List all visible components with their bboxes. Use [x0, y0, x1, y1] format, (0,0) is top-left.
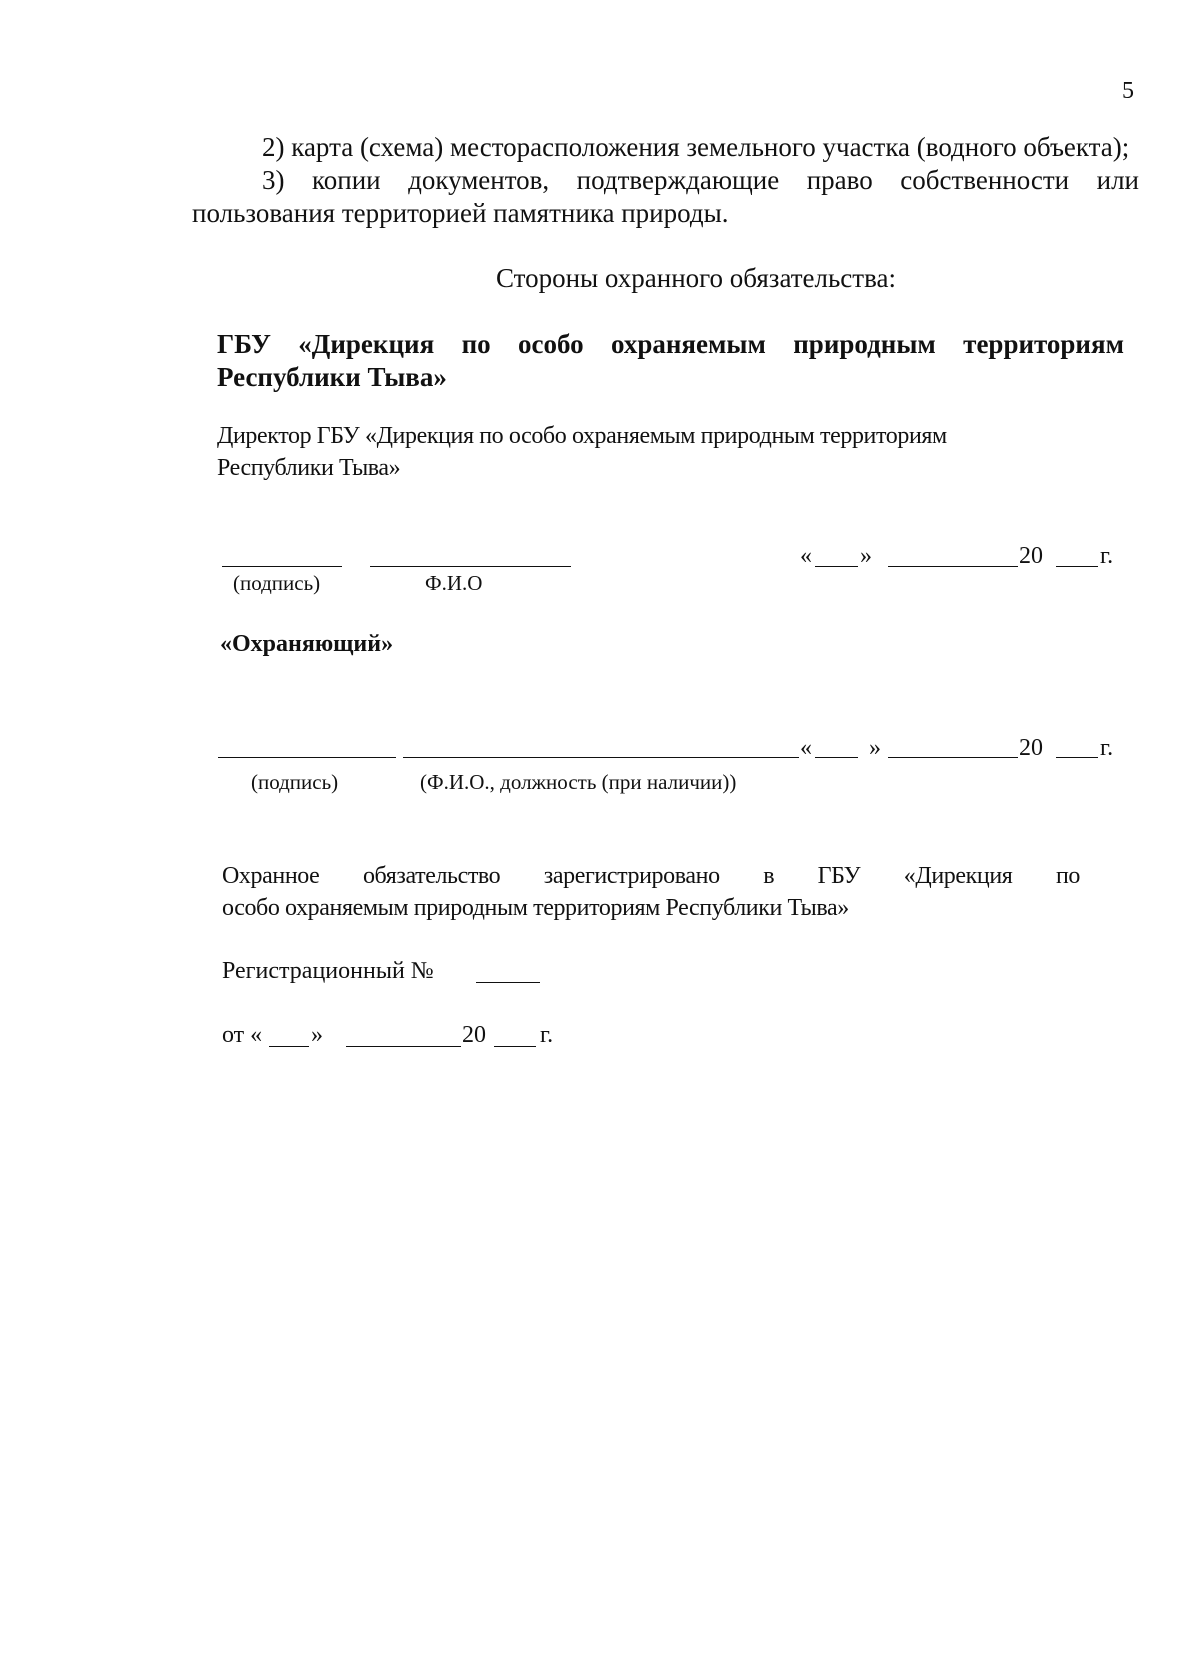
guardian-date-year-line — [1056, 757, 1098, 758]
registration-date-year-line — [494, 1046, 536, 1047]
registration-date-day-line — [269, 1046, 309, 1047]
registration-date-month-line — [346, 1046, 461, 1047]
directorate-org-line2: Республики Тыва» — [217, 362, 447, 392]
guardian-date-year-suffix: г. — [1100, 735, 1114, 761]
guardian-signature-line — [218, 757, 396, 758]
directorate-name-caption: Ф.И.О — [425, 571, 483, 595]
guardian-title: «Охраняющий» — [220, 631, 394, 657]
attachment-item-2: 2) карта (схема) месторасположения земельного участка (водного объекта); — [262, 132, 1130, 162]
registration-number-label: Регистрационный № — [222, 958, 434, 984]
directorate-date-month-line — [888, 566, 1018, 567]
guardian-name-caption: (Ф.И.О., должность (при наличии)) — [420, 770, 737, 794]
directorate-signature-caption: (подпись) — [233, 571, 321, 595]
guardian-name-line — [403, 757, 799, 758]
page-number: 5 — [1122, 78, 1134, 104]
directorate-position-line2: Республики Тыва» — [217, 455, 401, 481]
parties-heading: Стороны охранного обязательства: — [496, 263, 896, 293]
guardian-date-open-quote: « — [800, 735, 812, 761]
directorate-date-day-line — [815, 566, 858, 567]
registration-date-close-quote: » — [311, 1022, 323, 1048]
guardian-signature-caption: (подпись) — [251, 770, 339, 794]
attachment-item-3-line1: 3) копии документов, подтверждающие право собственности или — [262, 165, 1139, 195]
directorate-date-year-line — [1056, 566, 1098, 567]
registration-date-year-suffix: г. — [540, 1022, 554, 1048]
registration-text-line1: Охранное обязательство зарегистрировано в ГБУ «Дирекция по — [222, 863, 1080, 889]
registration-text-line2: особо охраняемым природным территориям Республики Тыва» — [222, 895, 849, 921]
directorate-date-close-quote: » — [860, 543, 872, 569]
attachment-item-3-line2: пользования территорией памятника природы. — [192, 198, 729, 228]
registration-number-line — [476, 982, 540, 983]
guardian-date-year-prefix: 20 — [1019, 735, 1043, 761]
registration-date-year-prefix: 20 — [462, 1022, 486, 1048]
directorate-date-open-quote: « — [800, 543, 812, 569]
directorate-position-line1: Директор ГБУ «Дирекция по особо охраняемым природным территориям — [217, 423, 947, 449]
directorate-signature-line — [222, 566, 342, 567]
directorate-org-line1: ГБУ «Дирекция по особо охраняемым природным территориям — [217, 329, 1124, 359]
registration-date-from: от « — [222, 1022, 263, 1048]
guardian-date-day-line — [815, 757, 858, 758]
directorate-date-year-suffix: г. — [1100, 543, 1114, 569]
directorate-name-line — [370, 566, 571, 567]
guardian-date-close-quote: » — [869, 735, 881, 761]
directorate-date-year-prefix: 20 — [1019, 543, 1043, 569]
guardian-date-month-line — [888, 757, 1018, 758]
